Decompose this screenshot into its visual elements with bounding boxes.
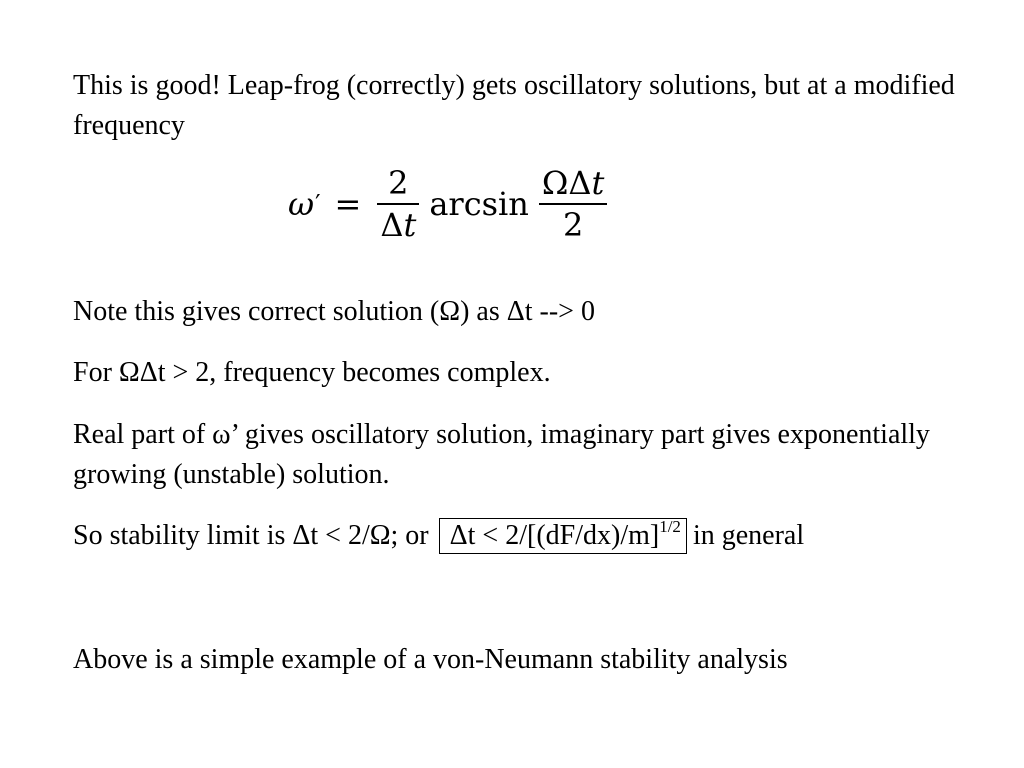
eq-fraction-2-denominator: 2	[562, 205, 584, 244]
eq-omega-delta: ΩΔ	[541, 164, 592, 203]
stability-limit-exponent: 1/2	[659, 517, 681, 536]
summary-text: Above is a simple example of a von-Neumann stability analysis	[73, 644, 788, 675]
stability-limit-boxed-text: Δt < 2/[(dF/dx)/m]	[449, 520, 660, 551]
complex-text: For ΩΔt > 2, frequency becomes complex.	[73, 357, 551, 388]
eq-delta: Δ	[380, 205, 404, 244]
eq-omega: ω	[288, 185, 315, 223]
modified-frequency-equation	[288, 160, 607, 248]
eq-arcsin: arcsin	[429, 185, 529, 223]
intro-text: This is good! Leap-frog (correctly) gets oscillatory solutions, but at a modified frequency	[73, 70, 955, 141]
stability-limit-before: So stability limit is Δt < 2/Ω; or	[73, 520, 429, 551]
eq-fraction-1-denominator	[377, 205, 419, 245]
stability-limit-after: in general	[692, 520, 805, 551]
eq-fraction-2	[539, 163, 608, 245]
eq-fraction-1	[377, 163, 419, 245]
eq-prime: ′	[315, 190, 321, 218]
note-text: Note this gives correct solution (Ω) as Δt --> 0	[73, 296, 595, 327]
eq-t: t	[591, 164, 605, 203]
eq-t: t	[403, 205, 417, 244]
real-part-text: Real part of ω’ gives oscillatory solution, imaginary part gives exponentially growing (unstable) solution.	[73, 419, 930, 490]
eq-fraction-1-numerator: 2	[388, 164, 409, 203]
stability-limit-box	[439, 518, 687, 554]
eq-equals: =	[334, 185, 362, 223]
eq-fraction-2-numerator	[539, 163, 608, 203]
stability-limit-text	[73, 516, 983, 556]
